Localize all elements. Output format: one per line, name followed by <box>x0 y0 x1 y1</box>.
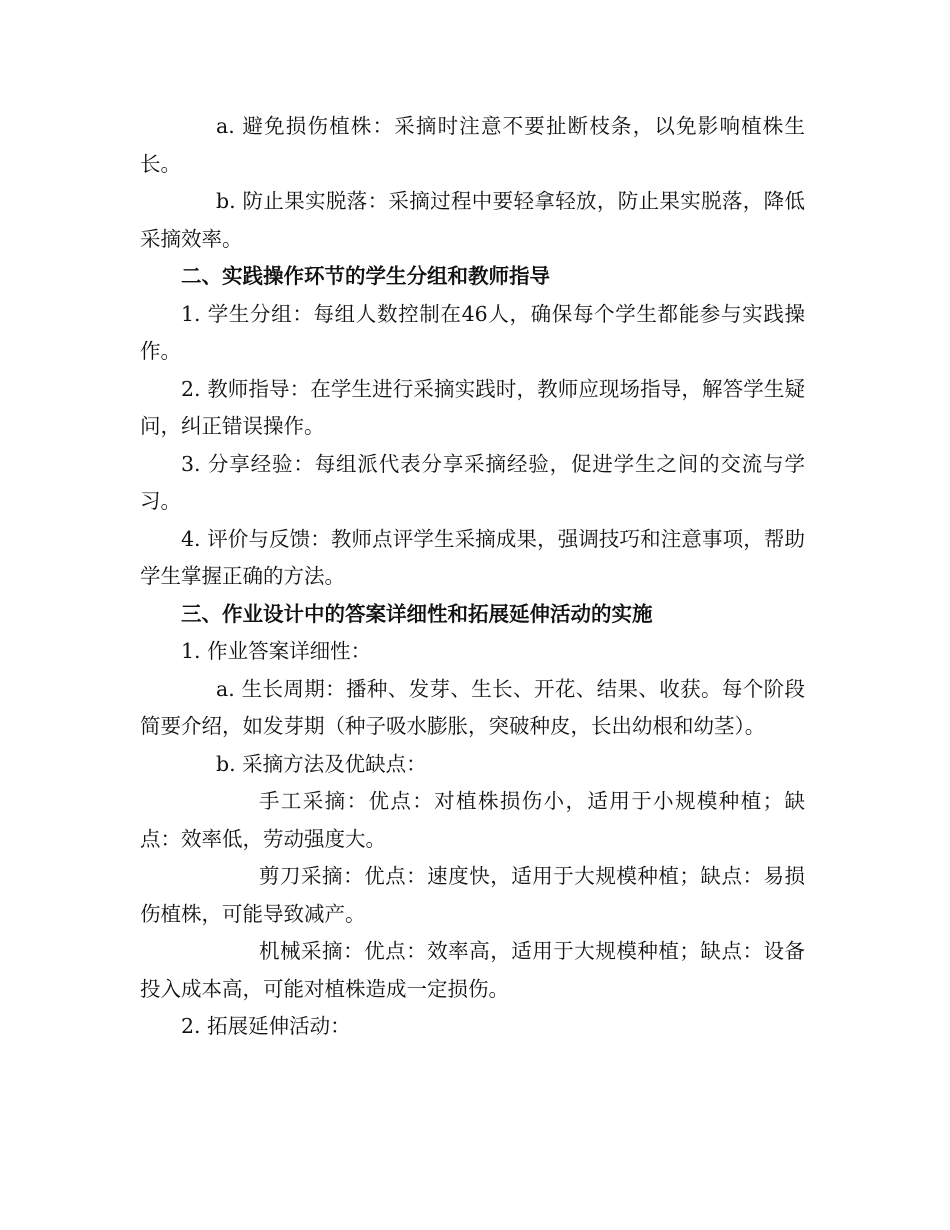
paragraph-share-experience: 3. 分享经验：每组派代表分享采摘经验，促进学生之间的交流与学习。 <box>140 451 805 513</box>
paragraph-scissor-picking: 剪刀采摘：优点：速度快，适用于大规模种植；缺点：易损伤植株，可能导致减产。 <box>140 864 805 926</box>
section-heading-two: 二、实践操作环节的学生分组和教师指导 <box>181 264 550 288</box>
section-heading-three: 三、作业设计中的答案详细性和拓展延伸活动的实施 <box>181 601 653 626</box>
paragraph-extension-activities: 2. 拓展延伸活动： <box>181 1014 351 1038</box>
paragraph-evaluation-feedback: 4. 评价与反馈：教师点评学生采摘成果，强调技巧和注意事项，帮助学生掌握正确的方法。 <box>140 526 805 588</box>
paragraph-manual-picking: 手工采摘：优点：对植株损伤小，适用于小规模种植；缺点：效率低，劳动强度大。 <box>140 789 805 851</box>
paragraph-growth-cycle: a. 生长周期：播种、发芽、生长、开花、结果、收获。每个阶段简要介绍，如发芽期（种子吸水膨胀，突破种皮，长出幼根和幼茎）。 <box>140 676 805 738</box>
paragraph-teacher-guidance: 2. 教师指导：在学生进行采摘实践时，教师应现场指导，解答学生疑问，纠正错误操作。 <box>140 376 805 438</box>
paragraph-picking-methods: b. 采摘方法及优缺点： <box>216 751 427 776</box>
paragraph-answer-detail: 1. 作业答案详细性： <box>181 639 372 663</box>
paragraph-avoid-damage: a. 避免损伤植株：采摘时注意不要扯断枝条，以免影响植株生长。 <box>140 114 805 176</box>
paragraph-prevent-drop: b. 防止果实脱落：采摘过程中要轻拿轻放，防止果实脱落，降低采摘效率。 <box>140 189 805 251</box>
paragraph-machine-picking: 机械采摘：优点：效率高，适用于大规模种植；缺点：设备投入成本高，可能对植株造成一定损伤。 <box>140 939 805 1001</box>
paragraph-student-grouping: 1. 学生分组：每组人数控制在46人，确保每个学生都能参与实践操作。 <box>140 301 805 363</box>
document-body <box>140 108 805 1046</box>
